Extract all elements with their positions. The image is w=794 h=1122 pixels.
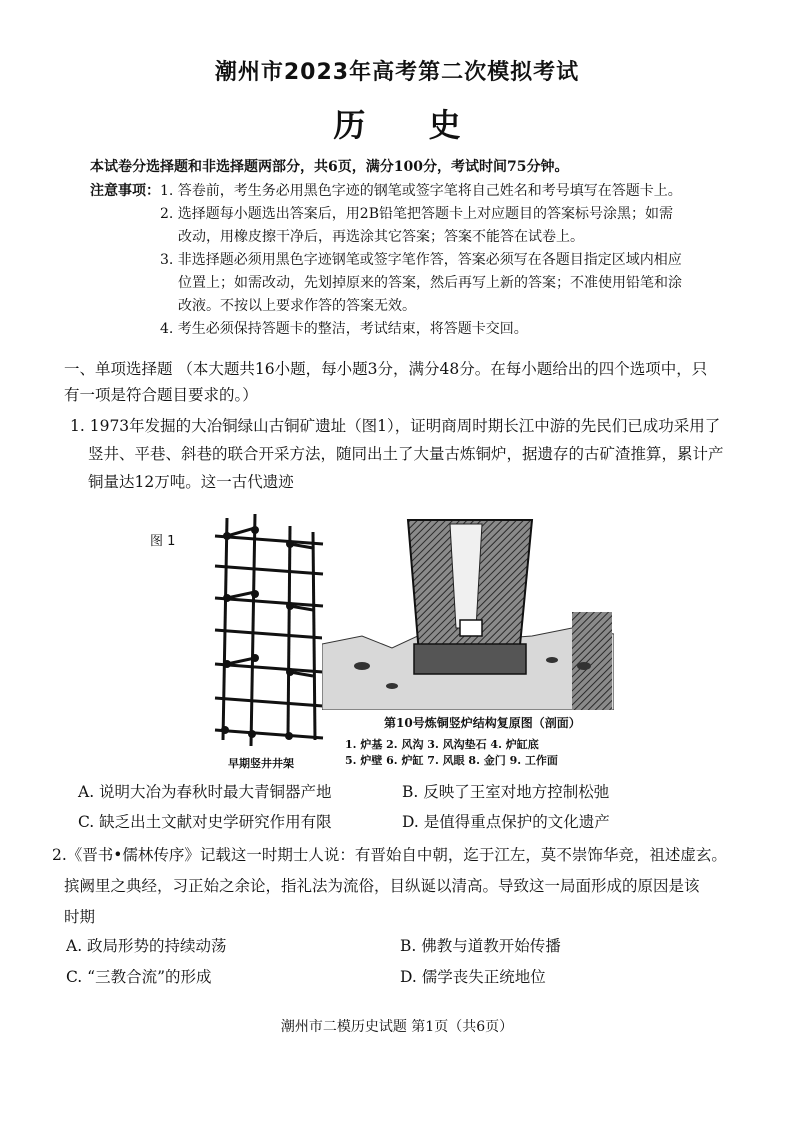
notice-item-2: 2. 选择题每小题选出答案后，用2B铅笔把答题卡上对应题目的答案标号涂黑；如需 — [160, 206, 674, 222]
exam-intro: 本试卷分选择题和非选择题两部分，共6页，满分100分，考试时间75分钟。 — [90, 159, 569, 175]
page-footer: 潮州市二模历史试题 第1页（共6页） — [280, 1019, 514, 1035]
q1-option-b[interactable]: B. 反映了王室对地方控制松弛 — [402, 783, 610, 801]
section-heading-line2: 有一项是符合题目要求的。） — [64, 386, 258, 404]
q1-stem-line1: 1. 1973年发掘的大冶铜绿山古铜矿遗址（图1），证明商周时期长江中游的先民们已成功采用了 — [70, 417, 721, 435]
exam-title: 潮州市2023年高考第二次模拟考试 — [214, 60, 580, 85]
caption-furnace-title: 第10号炼铜竖炉结构复原图（剖面） — [384, 716, 581, 730]
caption-shaft-frame: 早期竖井井架 — [228, 757, 294, 770]
q2-stem-line1: 2.《晋书•儒林传序》记载这一时期士人说：有晋始自中朝，迄于江左，莫不崇饰华竞，祖述虚玄。 — [52, 846, 727, 864]
notice-item-1: 1. 答卷前，考生务必用黑色字迹的钢笔或签字笔将自己姓名和考号填写在答题卡上。 — [160, 183, 682, 199]
q2-stem-line3: 时期 — [64, 908, 96, 926]
q1-option-a[interactable]: A. 说明大冶为春秋时最大青铜器产地 — [78, 783, 332, 801]
notice-row-1 — [90, 180, 682, 200]
q2-option-c[interactable]: C. “三教合流”的形成 — [66, 968, 212, 986]
q1-option-c[interactable]: C. 缺乏出土文献对史学研究作用有限 — [78, 813, 332, 831]
subject-title: 历 史 — [333, 106, 487, 144]
caption-furnace-legend-2: 5. 炉壁 6. 炉缸 7. 风眼 8. 金门 9. 工作面 — [345, 754, 558, 767]
q1-stem-line2: 竖井、平巷、斜巷的联合开采方法，随同出土了大量古炼铜炉，据遗存的古矿渣推算，累计产 — [88, 445, 724, 463]
section-heading-line1: 一、单项选择题 （本大题共16小题，每小题3分，满分48分。在每小题给出的四个选项中，只 — [64, 360, 708, 378]
q2-option-d[interactable]: D. 儒学丧失正统地位 — [400, 968, 546, 986]
notice-label: 注意事项： — [90, 183, 160, 199]
notice-item-2-cont: 改动，用橡皮擦干净后，再选涂其它答案；答案不能答在试卷上。 — [178, 229, 584, 245]
shaft-frame-illustration — [205, 508, 335, 750]
notice-item-3: 3. 非选择题必须用黑色字迹钢笔或签字笔作答，答案必须写在各题目指定区域内相应 — [160, 252, 682, 268]
notice-item-3-cont2: 改液。不按以上要求作答的答案无效。 — [178, 298, 416, 314]
figure-label: 图 1 — [150, 534, 176, 549]
notice-item-4: 4. 考生必须保持答题卡的整洁，考试结束，将答题卡交回。 — [160, 321, 528, 337]
caption-furnace-legend-1: 1. 炉基 2. 风沟 3. 风沟垫石 4. 炉缸底 — [345, 738, 539, 751]
q2-option-a[interactable]: A. 政局形势的持续动荡 — [66, 937, 227, 955]
q2-option-b[interactable]: B. 佛教与道教开始传播 — [400, 937, 561, 955]
q1-option-d[interactable]: D. 是值得重点保护的文化遗产 — [402, 813, 610, 831]
furnace-cross-section-illustration — [322, 516, 614, 710]
q1-stem-line3: 铜量达12万吨。这一古代遗迹 — [88, 473, 294, 491]
notice-item-3-cont1: 位置上；如需改动，先划掉原来的答案，然后再写上新的答案；不准使用铅笔和涂 — [178, 275, 682, 291]
q2-stem-line2: 摈阙里之典经，习正始之余论，指礼法为流俗，目纵诞以清高。导致这一局面形成的原因是该 — [64, 877, 700, 895]
